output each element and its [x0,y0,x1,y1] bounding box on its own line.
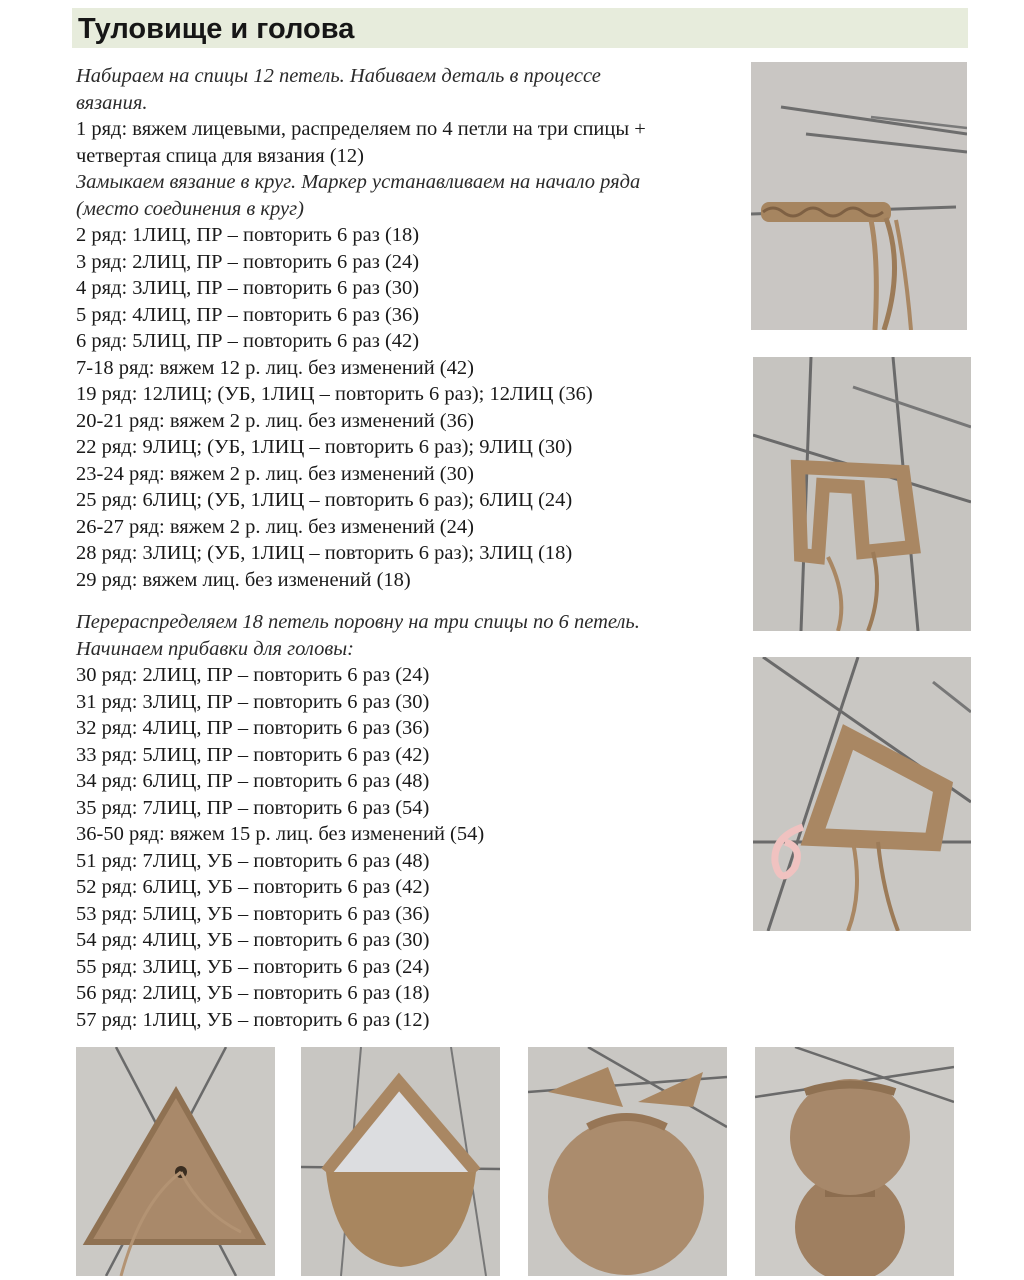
row-instruction: 56 ряд: 2ЛИЦ, УБ – повторить 6 раз (18) [76,982,430,1004]
intro-line: 1 ряд: вяжем лицевыми, распределяем по 4 петли на три спицы + [76,118,646,140]
photo-body-stuffed [301,1047,500,1276]
row-instruction: 52 ряд: 6ЛИЦ, УБ – повторить 6 раз (42) [76,876,430,898]
photo-triangle-start [753,657,971,931]
row-instruction: 3 ряд: 2ЛИЦ, ПР – повторить 6 раз (24) [76,250,420,273]
row-instruction: 57 ряд: 1ЛИЦ, УБ – повторить 6 раз (12) [76,1008,430,1031]
row-instruction: 19 ряд: 12ЛИЦ; (УБ, 1ЛИЦ – повторить 6 раз); 12ЛИЦ (36) [76,383,593,405]
row-instruction: 36-50 ряд: вяжем 15 р. лиц. без изменений (54) [76,823,485,845]
row-instruction: 30 ряд: 2ЛИЦ, ПР – повторить 6 раз (24) [76,664,430,686]
photo-cast-on [751,62,967,330]
row-instruction: 4 ряд: 3ЛИЦ, ПР – повторить 6 раз (30) [76,277,420,299]
row-instruction: 20-21 ряд: вяжем 2 р. лиц. без изменений (36) [76,409,474,432]
head-intro-line: Перераспределяем 18 петель поровну на три спицы по 6 петель. [76,611,640,633]
intro-line: Набираем на спицы 12 петель. Набиваем деталь в процессе [76,65,601,87]
row-instruction: 22 ряд: 9ЛИЦ; (УБ, 1ЛИЦ – повторить 6 раз); 9ЛИЦ (30) [76,436,573,458]
row-instruction: 54 ряд: 4ЛИЦ, УБ – повторить 6 раз (30) [76,929,430,951]
intro-line: четвертая спица для вязания (12) [76,144,365,167]
row-instruction: 31 ряд: 3ЛИЦ, ПР – повторить 6 раз (30) [76,690,430,713]
row-instruction: 2 ряд: 1ЛИЦ, ПР – повторить 6 раз (18) [76,224,420,246]
photo-body-and-head [755,1047,954,1276]
row-instruction: 51 ряд: 7ЛИЦ, УБ – повторить 6 раз (48) [76,849,430,872]
row-instruction: 35 ряд: 7ЛИЦ, ПР – повторить 6 раз (54) [76,796,430,819]
row-instruction: 34 ряд: 6ЛИЦ, ПР – повторить 6 раз (48) [76,770,430,792]
intro-line: (место соединения в круг) [76,197,304,220]
intro-line: вязания. [76,91,148,114]
row-instruction: 23-24 ряд: вяжем 2 р. лиц. без изменений (30) [76,462,474,485]
row-instruction: 7-18 ряд: вяжем 12 р. лиц. без изменений (42) [76,356,474,379]
row-instruction: 55 ряд: 3ЛИЦ, УБ – повторить 6 раз (24) [76,955,430,978]
row-instruction: 33 ряд: 5ЛИЦ, ПР – повторить 6 раз (42) [76,743,430,766]
photo-first-rounds [753,357,971,631]
intro-line: Замыкаем вязание в круг. Маркер устанавливаем на начало ряда [76,171,641,193]
row-instruction: 25 ряд: 6ЛИЦ; (УБ, 1ЛИЦ – повторить 6 раз); 6ЛИЦ (24) [76,489,573,511]
photo-head-increase [528,1047,727,1276]
photo-triangle-body [76,1047,275,1276]
head-intro-line: Начинаем прибавки для головы: [76,637,354,660]
row-instruction: 6 ряд: 5ЛИЦ, ПР – повторить 6 раз (42) [76,330,420,352]
row-instruction: 53 ряд: 5ЛИЦ, УБ – повторить 6 раз (36) [76,902,430,925]
row-instruction: 5 ряд: 4ЛИЦ, ПР – повторить 6 раз (36) [76,303,420,326]
row-instruction: 32 ряд: 4ЛИЦ, ПР – повторить 6 раз (36) [76,717,430,739]
page-title: Туловище и голова [78,13,355,45]
row-instruction: 28 ряд: 3ЛИЦ; (УБ, 1ЛИЦ – повторить 6 раз); 3ЛИЦ (18) [76,542,573,564]
row-instruction: 29 ряд: вяжем лиц. без изменений (18) [76,568,411,591]
pattern-text [76,63,756,1033]
row-instruction: 26-27 ряд: вяжем 2 р. лиц. без изменений (24) [76,515,474,538]
